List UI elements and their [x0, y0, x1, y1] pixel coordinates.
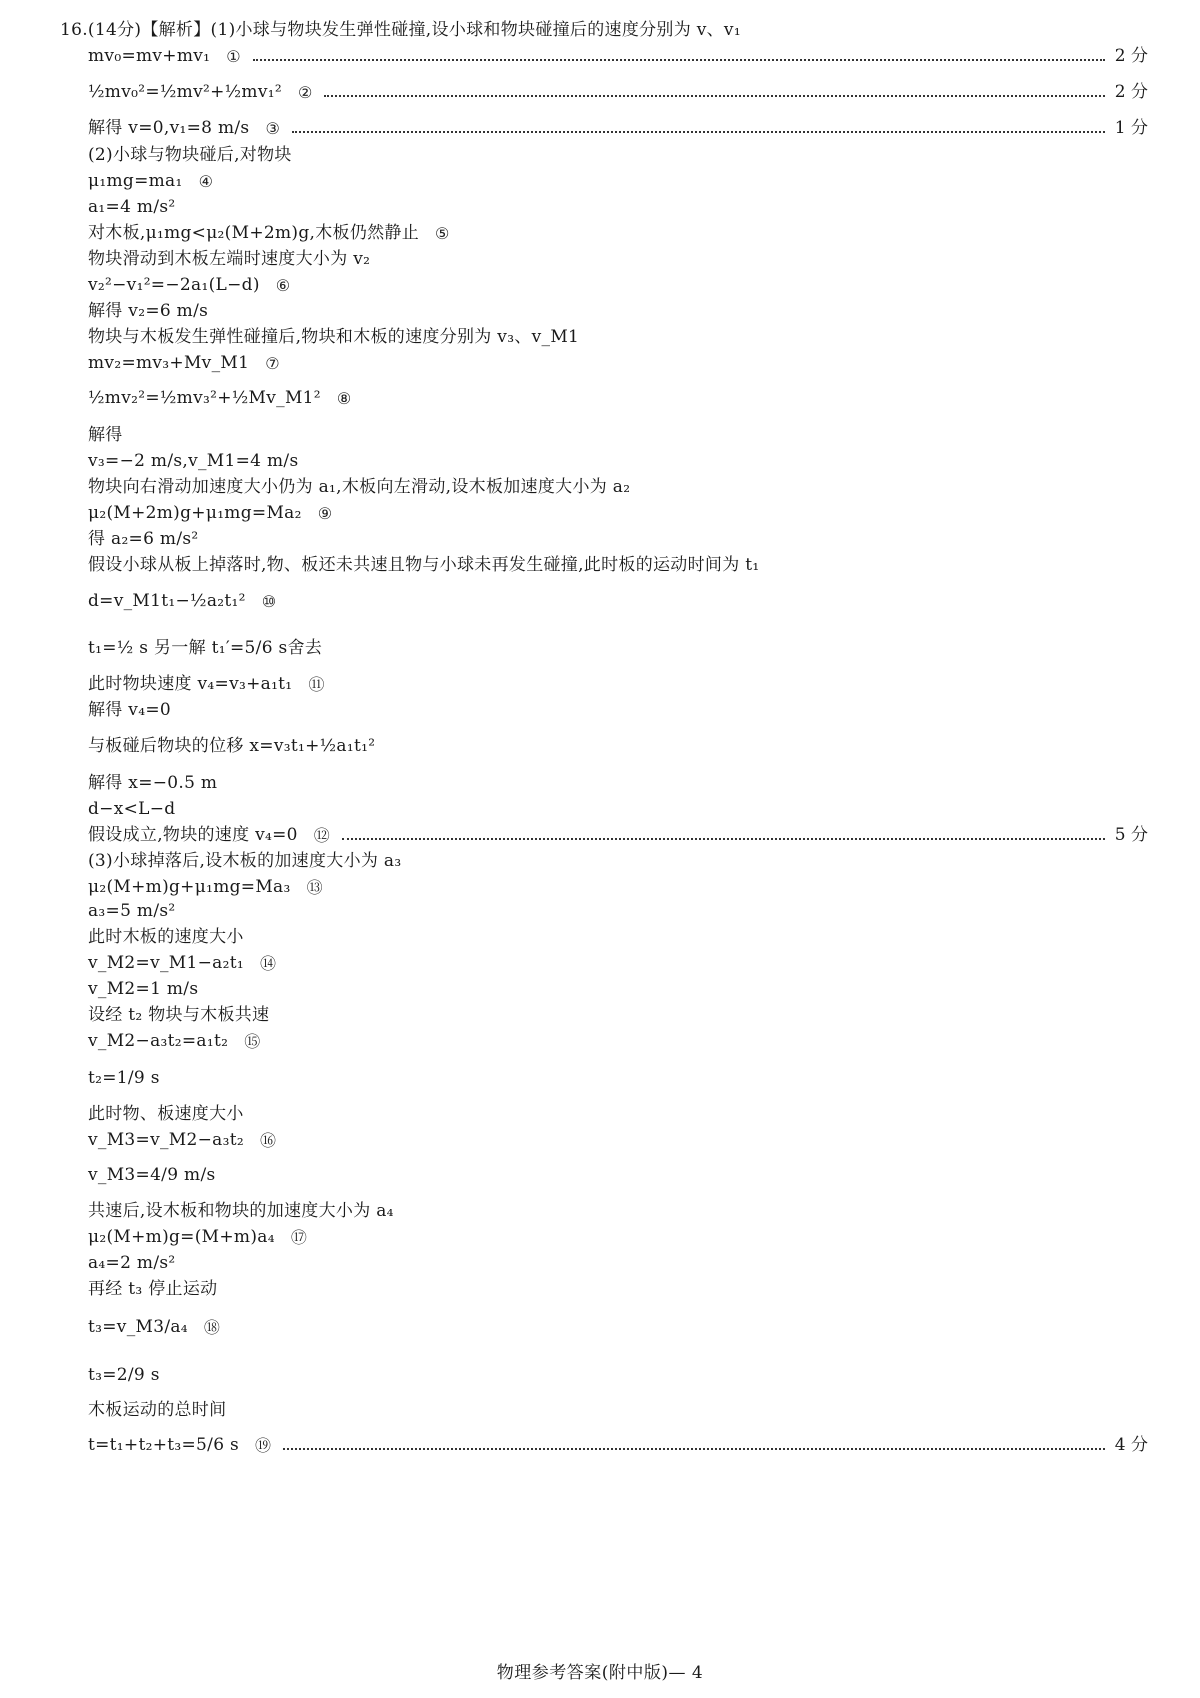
equation-number: ⑦: [265, 353, 280, 373]
formula-text: 此时木板的速度大小: [88, 927, 244, 947]
score-label: 5 分: [1114, 825, 1148, 845]
solution-line: [88, 702, 1148, 719]
formula-text: 此时物、板速度大小: [88, 1104, 244, 1124]
solution-line: [88, 84, 1148, 101]
formula-text: mv₂=mv₃+Mv_M1: [88, 353, 250, 373]
equation-number: ⑬: [306, 877, 323, 897]
solution-line: [88, 1132, 1148, 1149]
formula-text: 对木板,μ₁mg<μ₂(M+2m)g,木板仍然静止: [88, 223, 420, 243]
formula-text: t=t₁+t₂+t₃=5/6 s: [88, 1435, 240, 1455]
formula-text: v_M2−a₃t₂=a₁t₂: [88, 1031, 229, 1051]
equation-number: ⑫: [313, 825, 330, 845]
solution-line: [88, 801, 1148, 818]
formula-text: μ₂(M+m)g+μ₁mg=Ma₃: [88, 877, 291, 897]
solution-line: [88, 1281, 1148, 1298]
solution-line: [88, 531, 1148, 548]
score-label: 2 分: [1114, 82, 1148, 102]
formula-text: 假设小球从板上掉落时,物、板还未共速且物与小球未再发生碰撞,此时板的运动时间为 t₁: [88, 555, 760, 575]
formula-text: 此时物块速度 v₄=v₃+a₁t₁: [88, 674, 293, 694]
formula-text: 物块滑动到木板左端时速度大小为 v₂: [88, 249, 371, 269]
solution-line: [88, 738, 1148, 755]
solution-line: [88, 329, 1148, 346]
formula-text: 再经 t₃ 停止运动: [88, 1279, 218, 1299]
formula-text: a₄=2 m/s²: [88, 1253, 176, 1273]
formula-text: 物块向右滑动加速度大小仍为 a₁,木板向左滑动,设木板加速度大小为 a₂: [88, 477, 631, 497]
solution-line: [88, 557, 1148, 574]
solution-line: [88, 775, 1148, 792]
solution-line: [88, 251, 1148, 268]
solution-line: [88, 1229, 1148, 1246]
solution-line: [88, 827, 1148, 844]
dotted-leader: [283, 1448, 1105, 1450]
formula-text: 设经 t₂ 物块与木板共速: [88, 1005, 270, 1025]
formula-text: ½mv₂²=½mv₃²+½Mv_M1²: [88, 388, 321, 408]
formula-text: a₁=4 m/s²: [88, 197, 176, 217]
formula-text: t₂=1/9 s: [88, 1068, 160, 1088]
equation-number: ⑭: [259, 953, 276, 973]
equation-number: ⑱: [203, 1317, 220, 1337]
solution-line: [88, 453, 1148, 470]
equation-number: ⑮: [244, 1031, 261, 1051]
formula-text: mv₀=mv+mv₁: [88, 46, 211, 66]
solution-line: [88, 390, 1148, 407]
formula-text: 解得 x=−0.5 m: [88, 773, 218, 793]
equation-number: ②: [297, 82, 313, 102]
formula-text: μ₂(M+m)g=(M+m)a₄: [88, 1227, 275, 1247]
solution-line: [88, 593, 1148, 610]
formula-text: 解得 v=0,v₁=8 m/s: [88, 118, 250, 138]
question-header: [60, 22, 1148, 39]
formula-text: 解得: [88, 425, 123, 445]
solution-line: [88, 1167, 1148, 1184]
solution-line: [88, 981, 1148, 998]
solution-line: [88, 147, 1148, 164]
solution-line: [88, 1007, 1148, 1024]
solution-line: [88, 1402, 1148, 1419]
formula-text: t₃=v_M3/a₄: [88, 1317, 188, 1337]
equation-number: ⑯: [259, 1130, 276, 1150]
solution-line: [88, 1367, 1148, 1384]
solution-line: [88, 640, 1148, 657]
formula-text: 木板运动的总时间: [88, 1400, 227, 1420]
solution-line: [88, 505, 1148, 522]
formula-text: 假设成立,物块的速度 v₄=0: [88, 825, 298, 845]
equation-number: ⑲: [255, 1435, 272, 1455]
formula-text: 与板碰后物块的位移 x=v₃t₁+½a₁t₁²: [88, 736, 376, 756]
solution-line: [88, 1203, 1148, 1220]
dotted-leader: [292, 131, 1105, 133]
formula-text: d−x<L−d: [88, 799, 176, 819]
dotted-leader: [253, 59, 1105, 61]
solution-line: [88, 853, 1148, 870]
dotted-leader: [342, 838, 1105, 840]
solution-line: [88, 879, 1148, 896]
equation-number: ⑰: [290, 1227, 307, 1247]
formula-text: 物块与木板发生弹性碰撞后,物块和木板的速度分别为 v₃、v_M1: [88, 327, 580, 347]
score-label: 4 分: [1114, 1435, 1148, 1455]
score-label: 2 分: [1114, 46, 1148, 66]
solution-line: [88, 427, 1148, 444]
solution-line: [88, 120, 1148, 137]
formula-text: v_M3=v_M2−a₃t₂: [88, 1130, 244, 1150]
formula-text: μ₁mg=ma₁: [88, 171, 183, 191]
score-label: 1 分: [1114, 118, 1148, 138]
equation-number: ⑪: [308, 674, 325, 694]
solution-line: [88, 1319, 1148, 1336]
solution-line: [88, 225, 1148, 242]
formula-text: 共速后,设木板和物块的加速度大小为 a₄: [88, 1201, 394, 1221]
formula-text: a₃=5 m/s²: [88, 901, 176, 921]
solution-line: [88, 48, 1148, 65]
formula-text: 得 a₂=6 m/s²: [88, 529, 199, 549]
formula-text: (2)小球与物块碰后,对物块: [88, 145, 292, 165]
formula-text: v_M2=v_M1−a₂t₁: [88, 953, 244, 973]
solution-line: [88, 1255, 1148, 1272]
solution-line: [88, 173, 1148, 190]
formula-text: d=v_M1t₁−½a₂t₁²: [88, 591, 246, 611]
equation-number: ④: [198, 171, 213, 191]
solution-line: [88, 1033, 1148, 1050]
formula-text: 16.(14分)【解析】(1)小球与物块发生弹性碰撞,设小球和物块碰撞后的速度分别为 v、v₁: [60, 20, 741, 40]
solution-line: [88, 1070, 1148, 1087]
formula-text: ½mv₀²=½mv²+½mv₁²: [88, 82, 282, 102]
formula-text: v_M2=1 m/s: [88, 979, 199, 999]
solution-line: [88, 1437, 1148, 1454]
formula-text: v₃=−2 m/s,v_M1=4 m/s: [88, 451, 299, 471]
equation-number: ⑨: [317, 503, 333, 523]
formula-text: t₁=½ s 另一解 t₁′=5/6 s舍去: [88, 638, 323, 658]
equation-number: ⑤: [435, 223, 450, 243]
equation-number: ①: [226, 46, 241, 66]
formula-text: v₂²−v₁²=−2a₁(L−d): [88, 275, 260, 295]
solution-line: [88, 929, 1148, 946]
solution-line: [88, 903, 1148, 920]
page-footer: 物理参考答案(附中版)— 4: [496, 1663, 704, 1683]
formula-text: t₃=2/9 s: [88, 1365, 160, 1385]
solution-line: [88, 199, 1148, 216]
formula-text: (3)小球掉落后,设木板的加速度大小为 a₃: [88, 851, 402, 871]
solution-line: [88, 303, 1148, 320]
solution-line: [88, 355, 1148, 372]
solution-line: [88, 479, 1148, 496]
formula-text: 解得 v₂=6 m/s: [88, 301, 209, 321]
formula-text: μ₂(M+2m)g+μ₁mg=Ma₂: [88, 503, 302, 523]
solution-line: [88, 955, 1148, 972]
solution-line: [88, 1106, 1148, 1123]
dotted-leader: [324, 95, 1104, 97]
equation-number: ③: [265, 118, 280, 138]
equation-number: ⑧: [336, 388, 352, 408]
formula-text: 解得 v₄=0: [88, 700, 171, 720]
equation-number: ⑩: [261, 591, 277, 611]
formula-text: v_M3=4/9 m/s: [88, 1165, 216, 1185]
solution-line: [88, 676, 1148, 693]
equation-number: ⑥: [275, 275, 291, 295]
solution-line: [88, 277, 1148, 294]
